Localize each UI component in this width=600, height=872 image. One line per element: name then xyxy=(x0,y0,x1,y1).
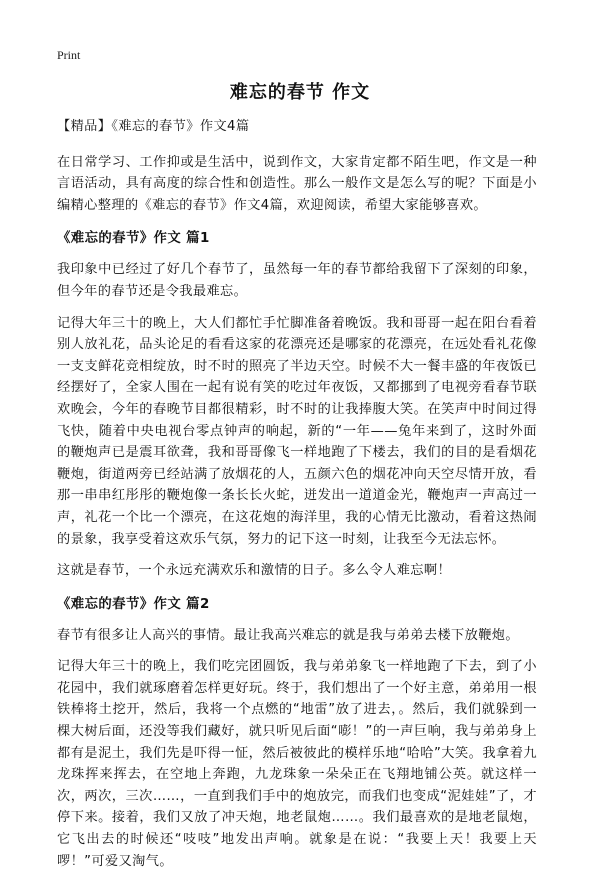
section-2 xyxy=(57,594,537,872)
paragraph: 记得大年三十的晚上，我们吃完团圆饭，我与弟弟象飞一样地跑了下去，到了小花园中，我们就琢磨着怎样更好玩。终于，我们想出了一个好主意，弟弟用一根铁棒将土挖开，然后，我将一个点燃的“地雷”放了进去，。然后，我们就躲到一棵大树后面，还没等我们藏好，就只听见后面“嘭！”的一声巨响，我与弟弟身上都有是泥土，我们先是吓得一怔，然后被彼此的模样乐地“哈哈”大笑。我拿着九龙珠挥来挥去，在空地上奔跑，九龙珠象一朵朵正在飞翔地铺公英。就这样一次，两次，三次……，一直到我们手中的炮放完，而我们也变成“泥娃娃”了，才停下来。接着，我们又放了冲天炮，地老鼠炮……。我们最喜欢的是地老鼠炮，它飞出去的时候还“吱吱”地发出声响。就象是在说：“我要上天！我要上天啰！”可爱又淘气。 xyxy=(57,659,537,869)
paragraph: 这就是春节，一个永远充满欢乐和激情的日子。多么令人难忘啊！ xyxy=(57,563,452,579)
paragraph: 我印象中已经过了好几个春节了，虽然每一年的春节都给我留下了深刻的印象，但今年的春节还是令我最难忘。 xyxy=(57,262,537,299)
document-title: 难忘的春节 作文 xyxy=(229,82,371,103)
document-subtitle: 【精品】《难忘的春节》作文4篇 xyxy=(57,119,250,134)
print-label: Print xyxy=(57,48,81,62)
paragraph: 记得大年三十的晚上，大人们都忙手忙脚准备着晚饭。我和哥哥一起在阳台看着别人放礼花，品头论足的看看这家的花漂亮还是哪家的花漂亮，在远处看礼花像一支支鲜花竞相绽放，时不时的照亮了半边天空。时候不大一餐丰盛的年夜饭已经摆好了，全家人围在一起有说有笑的吃过年夜饭，又都挪到了电视旁看春节联欢晚会，今年的春晚节目都很精彩，时不时的让我捧腹大笑。在笑声中时间过得飞快，随着中央电视台零点钟声的响起，新的“一年——兔年来到了，这时外面的鞭炮声已是震耳欲聋，我和哥哥像飞一样地跑了下楼去，我们的目的是看烟花鞭炮，街道两旁已经站满了放烟花的人，五颜六色的烟花冲向天空尽情开放，看那一串串红彤彤的鞭炮像一条长长火蛇，迸发出一道道金光，鞭炮声一声高过一声，礼花一个比一个漂亮，在这花炮的海洋里，我的心情无比激动，看着这热闹的景象，我享受着这欢乐气氛，努力的记下这一时刻，让我至今无法忘怀。 xyxy=(57,315,537,547)
section-heading: 《难忘的春节》作文 篇2 xyxy=(57,596,210,612)
section-heading: 《难忘的春节》作文 篇1 xyxy=(57,231,210,247)
paragraph: 春节有很多让人高兴的事情。最让我高兴难忘的就是我与弟弟去楼下放鞭炮。 xyxy=(57,627,519,643)
intro-paragraph: 在日常学习、工作抑或是生活中，说到作文，大家肯定都不陌生吧，作文是一种言语活动，具有高度的综合性和创造性。那么一般作文是怎么写的呢？下面是小编精心整理的《难忘的春节》作文4篇，欢迎阅读，希望大家能够喜欢。 xyxy=(57,154,537,213)
section-1 xyxy=(57,228,537,581)
document-body xyxy=(57,116,537,872)
